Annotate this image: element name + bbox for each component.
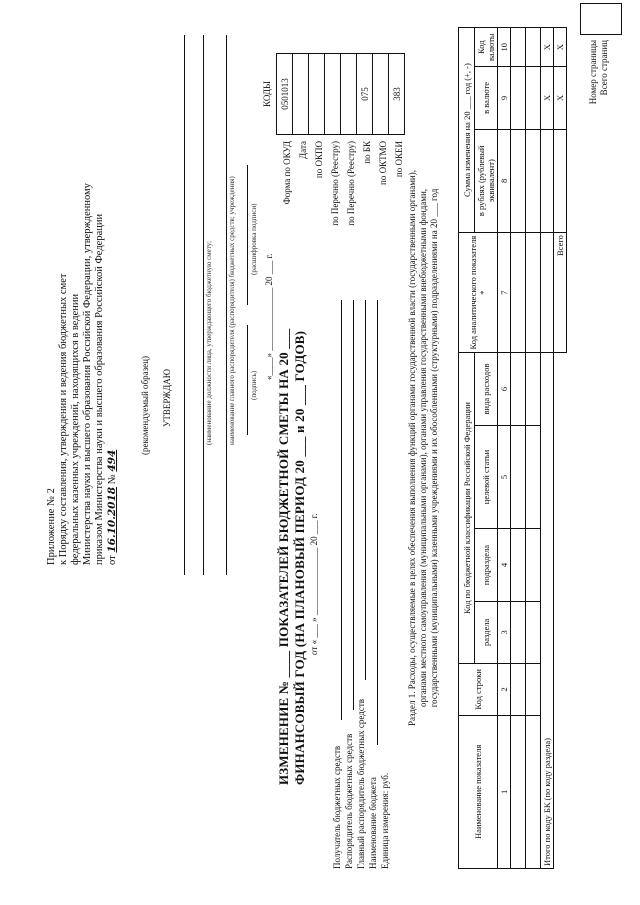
recipient-line xyxy=(341,300,342,720)
caption-decoding: (расшифровка подписи) xyxy=(250,203,258,275)
x-mark: X xyxy=(554,67,567,129)
appendix-date-handwritten: 16.10.2018 xyxy=(106,486,118,553)
caption-org: наименование главного распорядителя (распорядителя) бюджетных средств; учреждения) xyxy=(228,176,236,445)
pages-total-label: Всего страниц xyxy=(599,40,609,96)
fields-block xyxy=(331,699,391,869)
section-line1: Раздел 1. Расходы, осуществляемые в целях обеспечения выполнения функций органами государственной власти (государственными органами), xyxy=(407,170,417,726)
approver-org-line xyxy=(226,35,227,575)
page-number-label: Номер страницы xyxy=(588,40,598,105)
caption-person: (наименование должности лица, утверждающего бюджетную смету; xyxy=(205,240,213,445)
page-number-box xyxy=(580,3,622,35)
page-numbering xyxy=(588,40,610,140)
header-currency: в валюте xyxy=(475,67,498,129)
header-analytic: Код аналитического показателя * xyxy=(459,233,498,353)
code-okpo xyxy=(309,54,325,135)
form-title-line1: ИЗМЕНЕНИЕ № ____ ПОКАЗАТЕЛЕЙ БЮДЖЕТНОЙ СМЕТЫ НА 20 ___ xyxy=(276,328,291,785)
approval-date: «____» ______________ 20 ___ г. xyxy=(264,253,274,380)
field-unit: Единица измерения: руб. xyxy=(380,772,390,869)
total-row xyxy=(554,28,567,869)
header-bk: Код по бюджетной классификации Российской Федерации xyxy=(459,353,475,664)
section-line2: органами местного самоуправления (муниципальными органами), органами управления государственными внебюджетными фондами, xyxy=(418,188,428,708)
total-bk-label: Итого по коду БК (по коду раздела) xyxy=(541,353,554,869)
appendix-line: федеральных казенных учреждений, находящихся в ведении xyxy=(70,293,81,565)
code-registry-2 xyxy=(341,54,357,135)
decoding-line xyxy=(247,165,248,305)
field-manager: Распорядитель бюджетных средств xyxy=(344,733,354,869)
codes-header: КОДЫ xyxy=(262,81,272,107)
codes-labels: Форма по ОКУД Дата по ОКПО по Перечню (Реестру) по Перечню (Реестру) по БК по ОКТМО по ОКЕИ xyxy=(282,141,404,226)
header-section: раздела xyxy=(475,601,498,663)
field-chief-manager: Главный распорядитель бюджетных средств xyxy=(356,699,366,869)
codes-table xyxy=(276,53,405,135)
x-mark: X xyxy=(541,28,554,67)
header-sum: Сумма изменения на 20 ___ год (+, -) xyxy=(459,28,475,233)
section-line3: государственными (муниципальными) казенными учреждениями и их обособленными (структурными) подразделениями на 20 ___ год xyxy=(429,188,439,708)
code-registry-1 xyxy=(325,54,341,135)
field-recipient: Получатель бюджетных средств xyxy=(332,745,342,869)
appendix-title: Приложение № 2 xyxy=(46,488,57,565)
column-numbers-row: 1 2 3 4 5 6 7 8 9 10 xyxy=(498,28,511,869)
table-row xyxy=(511,28,526,869)
header-subsection: подраздела xyxy=(475,529,498,602)
appendix-line: приказом Министерства науки и высшего образования Российской Федерации xyxy=(94,213,105,565)
signature-line xyxy=(247,325,248,435)
header-currency-code: Код валюты xyxy=(475,28,498,67)
header-target: целевой статьи xyxy=(475,425,498,529)
total-label: Всего xyxy=(554,233,567,353)
manager-line xyxy=(353,300,354,710)
caption-signature: (подпись) xyxy=(250,370,258,400)
recommended-sample: (рекомендуемый образец) xyxy=(140,356,150,455)
appendix-date-line: от 16.10.2018 № 494 xyxy=(106,449,118,565)
code-oktmo xyxy=(373,54,389,135)
form-title-date: от « ___ » _______________ 20 ___ г. xyxy=(309,513,319,655)
expenses-table xyxy=(458,27,567,869)
x-mark: X xyxy=(541,67,554,129)
header-rub: в рублях (рублевый эквивалент) xyxy=(475,129,498,233)
field-budget-name: Наименование бюджета xyxy=(368,777,378,869)
code-okud: 0501013 xyxy=(277,54,293,135)
approver-position-line-2 xyxy=(203,35,204,575)
table-row xyxy=(526,28,541,869)
code-okei: 383 xyxy=(389,54,405,135)
appendix-line: к Порядку составления, утверждения и ведения бюджетных смет xyxy=(58,273,69,565)
budget-name-line xyxy=(377,300,378,745)
appendix-number-handwritten: 494 xyxy=(106,449,118,472)
form-title-line2: ФИНАНСОВЫЙ ГОД (НА ПЛАНОВЫЙ ПЕРИОД 20 ___ и 20 ___ ГОДОВ) xyxy=(292,330,307,785)
code-bk: 075 xyxy=(357,54,373,135)
approver-position-line xyxy=(184,35,185,575)
x-mark: X xyxy=(554,28,567,67)
header-line-code: Код строки xyxy=(459,663,498,715)
header-indicator-name: Наименование показателя xyxy=(459,715,498,868)
section-text xyxy=(407,27,440,869)
appendix-block xyxy=(46,183,119,565)
total-bk-row xyxy=(541,28,554,869)
code-date xyxy=(293,54,309,135)
approve-label: УТВЕРЖДАЮ xyxy=(162,368,172,427)
header-expense-kind: вида расходов xyxy=(475,353,498,426)
appendix-line: Министерства науки и высшего образования Российской Федерации, утвержденному xyxy=(82,183,93,565)
chief-manager-line xyxy=(365,300,366,680)
